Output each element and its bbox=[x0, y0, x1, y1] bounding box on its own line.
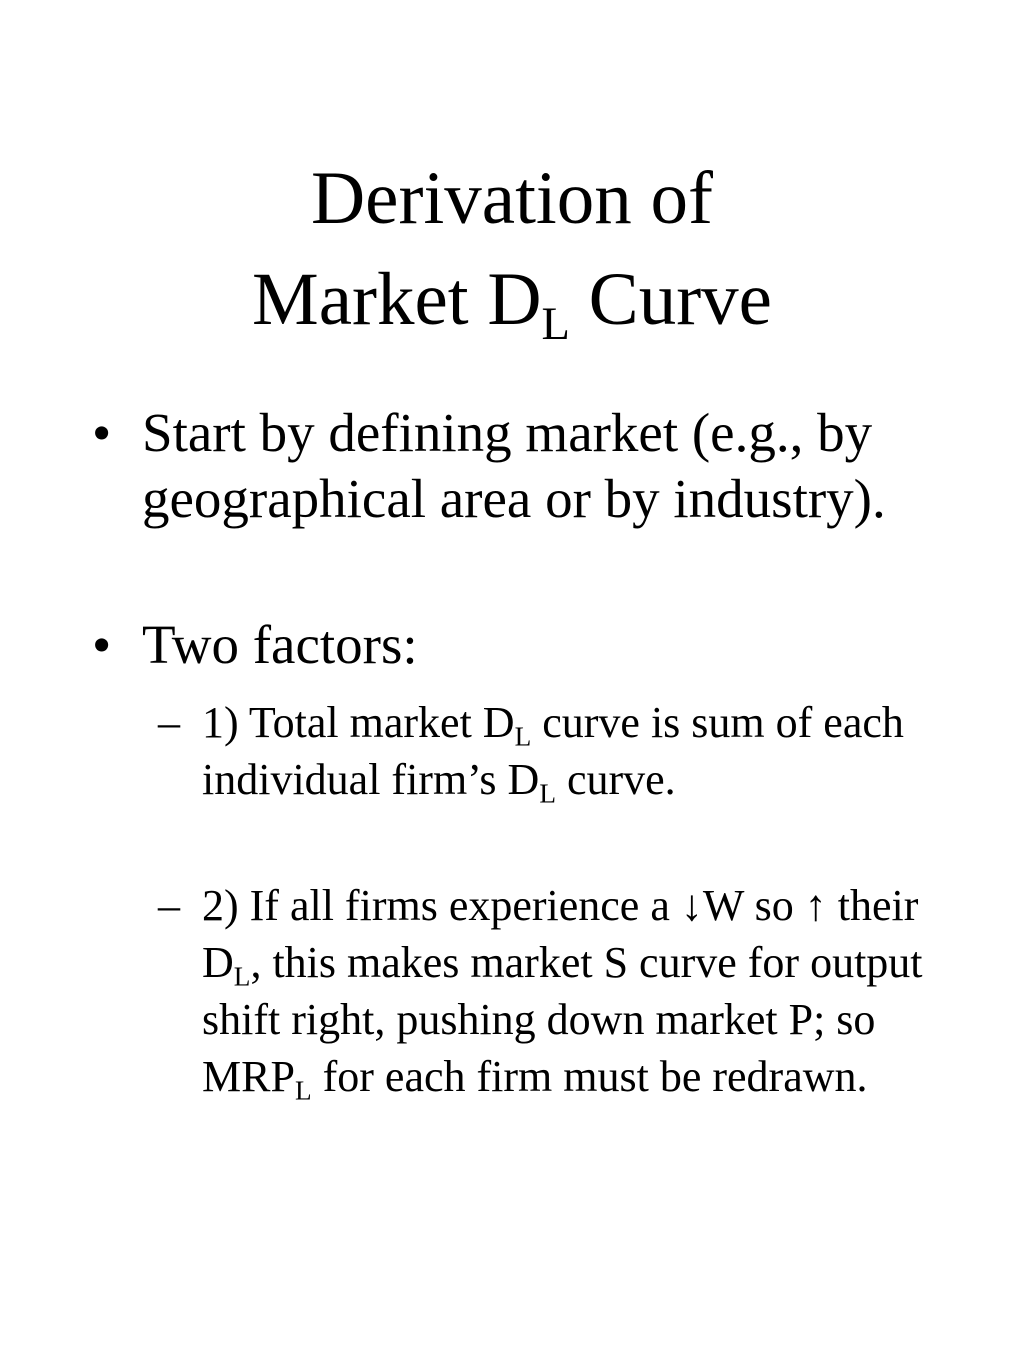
title-text-market-d: Market D bbox=[252, 258, 542, 341]
sub-bullet-text-part: curve is sum of each individual firm’s D bbox=[202, 698, 904, 804]
title-text-curve: Curve bbox=[569, 258, 772, 341]
dash-marker: – bbox=[158, 881, 180, 930]
subscript-l: L bbox=[539, 778, 556, 809]
sub-bullet-text-part: 2) If all firms experience a ↓W so ↑ their D bbox=[202, 881, 919, 987]
sub-bullet-wage-decrease bbox=[158, 877, 942, 1106]
title-line-1: Derivation of bbox=[311, 157, 713, 240]
bullet-text: Start by defining market (e.g., by geographical area or by industry). bbox=[142, 402, 886, 529]
sub-bullet-total-market bbox=[158, 694, 942, 809]
subscript-l: L bbox=[233, 961, 251, 992]
sub-bullet-text-part: 1) Total market D bbox=[202, 698, 515, 747]
bullet-text: Two factors: bbox=[142, 614, 418, 675]
slide-title bbox=[0, 148, 1024, 350]
bullet-marker: • bbox=[92, 402, 112, 463]
bullet-item-two-factors bbox=[92, 612, 922, 678]
subscript-l: L bbox=[294, 1075, 312, 1106]
bullet-item-define-market bbox=[92, 400, 922, 532]
sub-bullet-text-part: curve. bbox=[555, 755, 676, 804]
sub-bullet-text-part: for each firm must be redrawn. bbox=[311, 1052, 868, 1101]
dash-marker: – bbox=[158, 698, 180, 747]
title-line-2 bbox=[0, 249, 1024, 350]
subscript-l: L bbox=[514, 721, 532, 752]
sub-bullet-text-part: , this makes market S curve for output shift right, pushing down market P; so MRP bbox=[202, 938, 923, 1101]
bullet-marker: • bbox=[92, 614, 112, 675]
title-subscript-l: L bbox=[541, 298, 570, 350]
